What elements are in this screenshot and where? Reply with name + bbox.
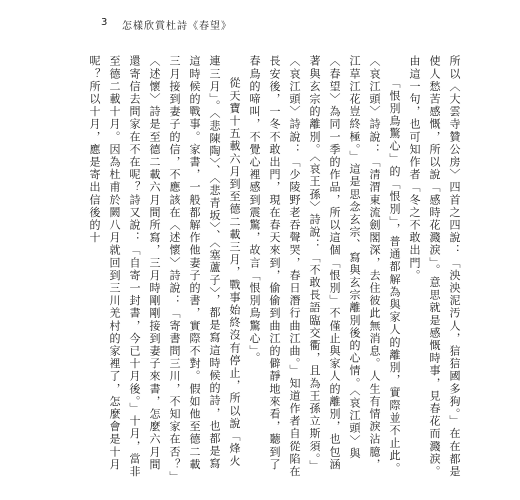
paragraph-3: 從天寶十五載六月到至德二載三月，戰事始終沒有停止，所以說「烽火連三月」。〈悲陳陶〉、〈悲青坂〉、〈塞蘆子〉，都是寫這時候的詩，也都是寫這時候的戰事。家書，一般都解作他妻子的書，實際不對。假如他至德二載三月接到妻子的信，不應該在〈述懷〉詩說：「寄書問三川，不知家在否？」〈述懷〉詩是至德二載六月間所寫，三月時剛剛接到妻子來書，怎麼六月間還寄信去問家在不在呢？詩又說：「自寄一封書，今已十月後。」十月，當非至德二載十月。因為杜甫於闕八月就回到三川羌村的家裡了，怎麼會是十月呢？所以十月，應是寄出信後的十 xyxy=(88,55,241,478)
page-number: 3 xyxy=(101,17,108,28)
paragraph-1: 所以〈大雲寺贊公房〉四首之四說：「泱泱泥汚人，狺狺國多狗。」在在都是使人愁苦感慨，所以說「感時花濺淚」。意思就是感慨時事，見春花而濺淚。由這一句，也可知作者「冬之不敢出門。 xyxy=(408,55,461,478)
running-header: 怎樣欣賞杜詩《春望》 xyxy=(122,21,232,32)
paragraph-2: 「恨別鳥驚心」的「恨別」，普通都解為與家人的離別，實際並不止此。〈哀江頭〉詩說：「清渭東流劍閣深，去住彼此無消息。人生有情淚沾臆，江草江花豈終極。」這是思念玄宗、寫與玄宗離別後的心情。〈哀江頭〉與〈春望〉為同一季的作品，所以這個「恨別」不僅止與家人的離別，也包涵著與玄宗的離別。〈哀王孫〉詩說：「不敢長語臨交衢，且為王孫立斯須。」〈哀江頭〉詩說：「少陵野老吞聲哭，春日潛行曲江曲。」知道作者自從陷在長安後，一冬不敢出門，現在春天來到，偷偷到曲江的僻靜地來看，聽到了春鳥的啼叫，不覺心裡感到震驚，故言「恨別鳥驚心」。 xyxy=(248,55,401,478)
vertical-body-text xyxy=(88,55,464,480)
